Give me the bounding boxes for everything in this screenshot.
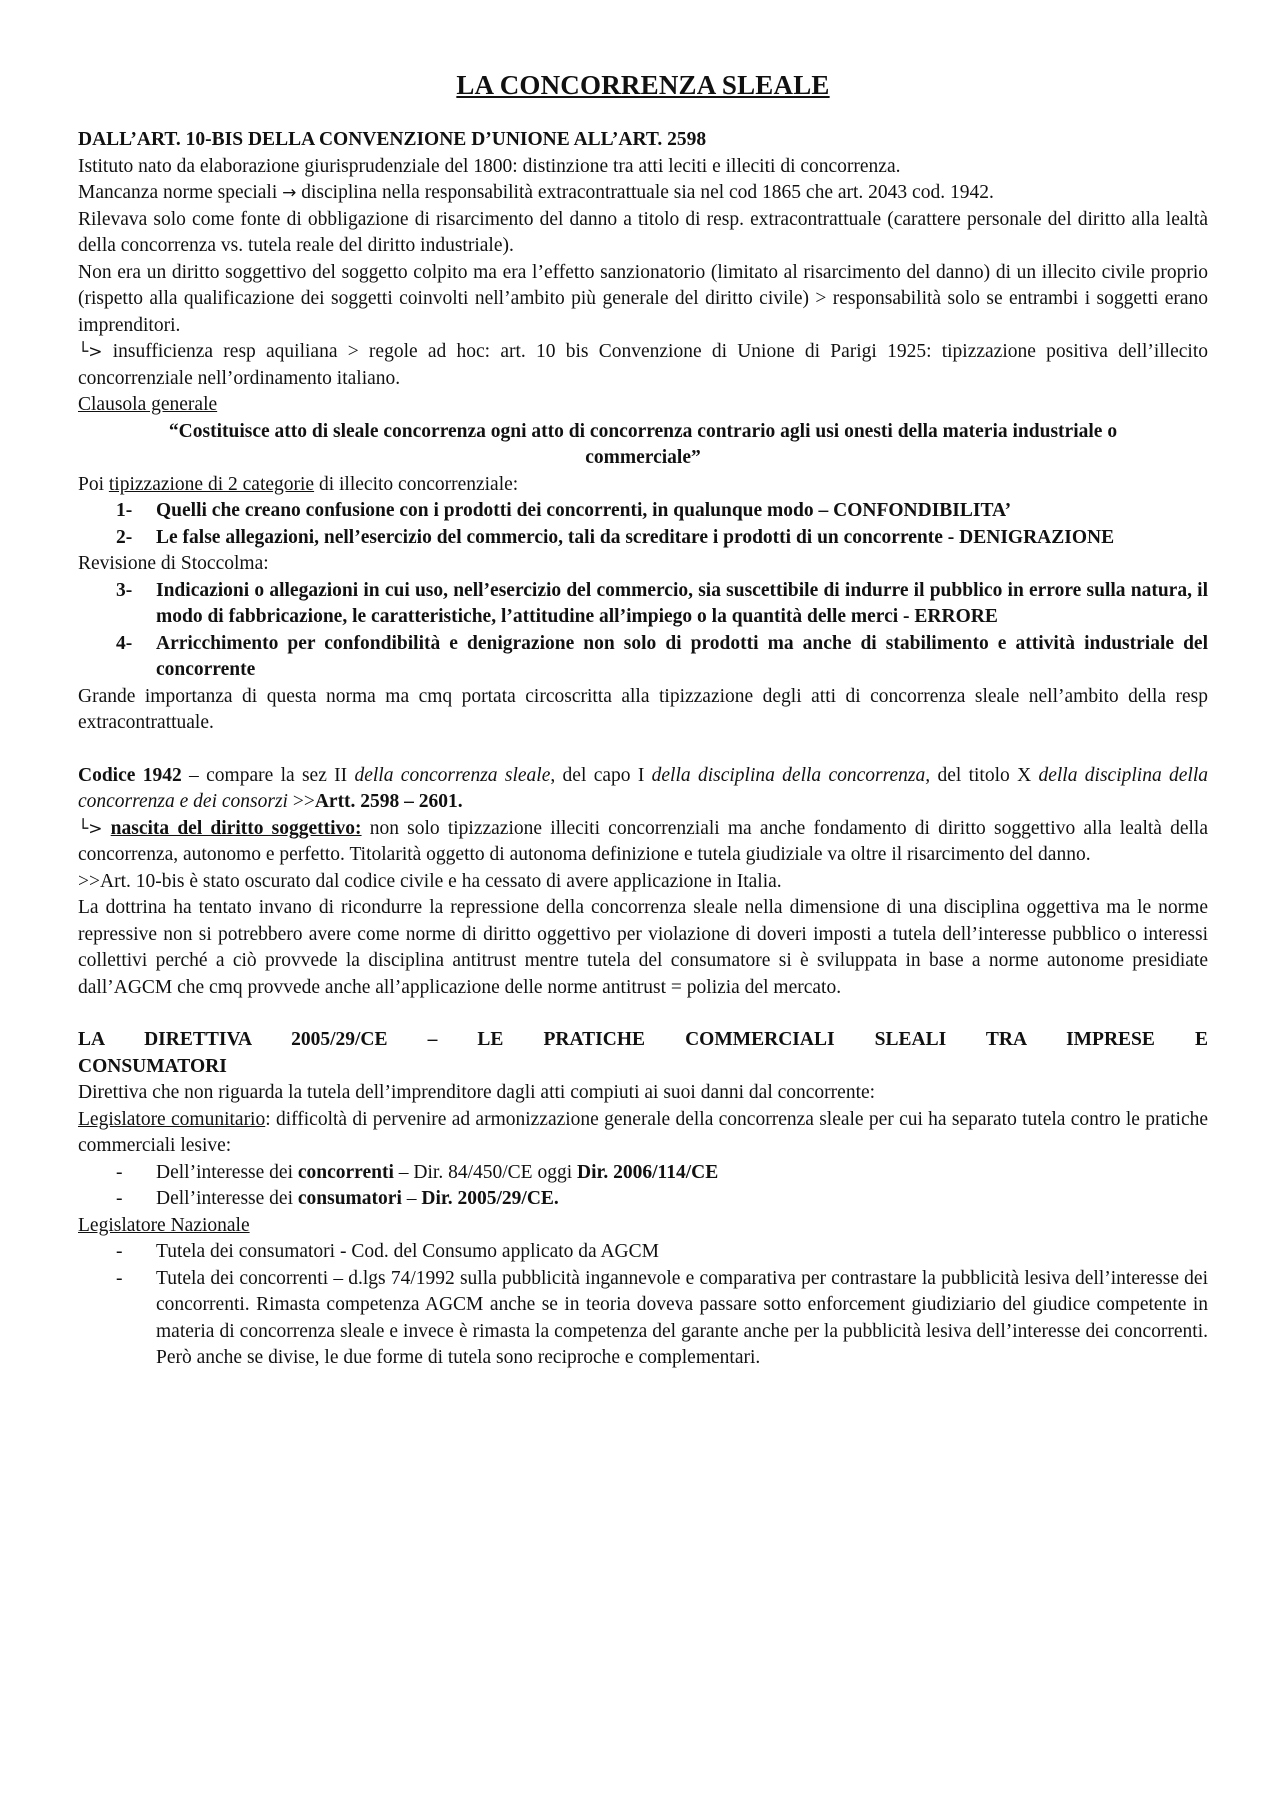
paragraph-mancanza xyxy=(78,180,1208,207)
paragraph-dottrina: La dottrina ha tentato invano di ricondurre la repressione della concorrenza sleale nella dimensione di una disciplina oggettiva ma le norme repressive non si potrebbero avere come norme di diritto oggettivo per violazione di doveri imposti a tutela dell’interesse pubblico o interessi collettivi perché a ciò provvede la disciplina antitrust mentre tutela del consumatore si è sviluppata in base a norme autonome presidiate dall’AGCM che cmq provvede anche all’applicazione delle norme antitrust = polizia del mercato. xyxy=(78,897,1208,998)
paragraph-poi xyxy=(78,472,1208,499)
list-number: 1- xyxy=(116,500,133,521)
codice-label: Codice 1942 xyxy=(78,764,182,786)
section-heading-direttiva: LA DIRETTIVA 2005/29/CE – LE PRATICHE COMMERCIALI SLEALI TRA IMPRESE E xyxy=(78,1029,1208,1050)
paragraph-codice-1942 xyxy=(78,763,1208,816)
arrow-right-icon: → xyxy=(282,183,297,203)
list-item-text: Quelli che creano confusione con i prodotti dei concorrenti, in qualunque modo – CONFONDIBILITA’ xyxy=(156,500,1012,521)
legislatore-comunitario-label: Legislatore comunitario xyxy=(78,1108,266,1130)
list-item-text: Tutela dei consumatori - Cod. del Consumo applicato da AGCM xyxy=(156,1241,659,1262)
list-number: 4- xyxy=(116,632,133,654)
list-item-text: Le false allegazioni, nell’esercizio del commercio, tali da screditare i prodotti di un concorrente - DENIGRAZIONE xyxy=(156,526,1115,548)
dash-bullet: - xyxy=(116,1188,123,1209)
paragraph-direttiva: Direttiva che non riguarda la tutela dell’imprenditore dagli atti compiuti ai suoi danni dal concorrente: xyxy=(78,1082,876,1103)
dash-bullet: - xyxy=(116,1267,123,1289)
paragraph-rilevava: Rilevava solo come fonte di obbligazione di risarcimento del danno a titolo di resp. extracontrattuale (carattere personale del diritto alla lealtà della concorrenza vs. tutela reale del diritto industriale). xyxy=(78,208,1208,256)
clausola-quote: “Costituisce atto di sleale concorrenza ogni atto di concorrenza contrario agli usi onesti della materia industriale o commerciale” xyxy=(168,420,1118,468)
section-heading-art10bis: DALL’ART. 10-BIS DELLA CONVENZIONE D’UNIONE ALL’ART. 2598 xyxy=(78,129,707,150)
nazionale-list xyxy=(78,1239,1208,1372)
list-item-text: Dell’interesse dei xyxy=(156,1161,298,1183)
paragraph-art10bis: >>Art. 10-bis è stato oscurato dal codice civile e ha cessato di avere applicazione in Italia. xyxy=(78,870,782,892)
section-heading-direttiva-2: CONSUMATORI xyxy=(78,1055,227,1077)
dash-bullet: - xyxy=(116,1161,123,1183)
list-item xyxy=(78,1266,1208,1372)
insufficienza-text: insufficienza resp aquiliana > regole ad hoc: art. 10 bis Convenzione di Unione di Parigi 1925: tipizzazione positiva dell’illecito concorrenziale nell’ordinamento italiano. xyxy=(78,341,1208,389)
nascita-text: non solo tipizzazione illeciti concorrenziali ma anche fondamento di diritto soggettivo alla lealtà della concorrenza, autonomo e perfetto. Titolarità oggetto di autonoma definizione e tutela giudiziale va oltre il risarcimento del danno. xyxy=(78,817,1208,865)
paragraph-istituto: Istituto nato da elaborazione giurisprudenziale del 1800: distinzione tra atti leciti e illeciti di concorrenza. xyxy=(78,155,901,177)
codice-articles: Artt. 2598 – 2601. xyxy=(314,791,463,812)
list-item-text: Tutela dei concorrenti – d.lgs 74/1992 sulla pubblicità ingannevole e comparativa per contrastare la pubblicità lesiva dell’interesse dei concorrenti. Rimasta competenza AGCM anche se in teoria doveva passare sotto enforcement giudiziario del giudice competente in materia di concorrenza sleale e invece è rimasta la competenza del garante anche per la pubblicità lesiva dell’interesse dei concorrenti. Però anche se divise, le due forme di tutela sono reciproche e complementari. xyxy=(156,1267,1208,1368)
categorie-list xyxy=(78,498,1208,551)
dash-bullet: - xyxy=(116,1241,123,1262)
clausola-label: Clausola generale xyxy=(78,394,218,415)
list-item-text-2: – Dir. 84/450/CE oggi xyxy=(393,1161,577,1183)
codice-italic-3: della disciplina della concorrenza e dei consorzi xyxy=(78,764,1209,812)
paragraph-non-era: Non era un diritto soggettivo del soggetto colpito ma era l’effetto sanzionatorio (limitato al risarcimento del danno) di un illecito civile proprio (rispetto alla qualificazione dei soggetti coinvolti nell’ambito più generale del diritto civile) > responsabilità solo se entrambi i soggetti erano imprenditori. xyxy=(78,261,1208,336)
list-number: 2- xyxy=(116,526,133,548)
corner-arrow-icon: └> xyxy=(78,818,103,839)
codice-italic-2: della disciplina della concorrenza, xyxy=(651,764,931,786)
list-item-text: Arricchimento per confondibilità e denigrazione non solo di prodotti ma anche di stabilimento e attività industriale del concorrente xyxy=(156,632,1208,680)
mancanza-text: Mancanza norme speciali xyxy=(78,182,278,203)
list-number: 3- xyxy=(116,579,133,601)
list-item xyxy=(78,525,1208,552)
revisione-list xyxy=(78,578,1208,684)
list-item-bold-2: Dir. 2005/29/CE. xyxy=(421,1188,559,1209)
codice-italic-1: della concorrenza sleale xyxy=(354,764,551,786)
poi-text: Poi xyxy=(78,473,105,495)
comunitario-list xyxy=(78,1160,1208,1213)
list-item xyxy=(78,1239,1208,1266)
codice-text-4: >> xyxy=(287,791,315,812)
list-item xyxy=(78,578,1208,631)
nascita-label: nascita del diritto soggettivo: xyxy=(110,817,362,839)
codice-text: – compare la sez II xyxy=(181,764,355,786)
list-item-text-2: – xyxy=(401,1188,422,1209)
paragraph-legislatore-comunitario xyxy=(78,1107,1208,1160)
list-item-bold-2: Dir. 2006/114/CE xyxy=(577,1161,719,1183)
corner-arrow-icon: └> xyxy=(78,342,103,362)
legislatore-comunitario-text: : difficoltà di pervenire ad armonizzazione generale della concorrenza sleale per cui ha separato tutela contro le pratiche commerciali lesive: xyxy=(78,1108,1208,1156)
poi-text-2: di illecito concorrenziale: xyxy=(318,473,519,495)
legislatore-nazionale-label: Legislatore Nazionale xyxy=(78,1214,250,1236)
revisione-label: Revisione di Stoccolma: xyxy=(78,553,269,574)
paragraph-insufficienza xyxy=(78,339,1208,392)
mancanza-text-2: disciplina nella responsabilità extracontrattuale sia nel cod 1865 che art. 2043 cod. 1942. xyxy=(301,182,994,203)
document-page xyxy=(78,70,1208,1372)
list-item xyxy=(78,1160,1208,1187)
list-item-text: Indicazioni o allegazioni in cui uso, nell’esercizio del commercio, sia suscettibile di indurre il pubblico in errore sulla natura, il modo di fabbricazione, le caratteristiche, l’attitudine all’impiego o la quantità delle merci - ERRORE xyxy=(156,579,1208,627)
list-item xyxy=(78,631,1208,684)
paragraph-grande-importanza: Grande importanza di questa norma ma cmq portata circoscritta alla tipizzazione degli atti di concorrenza sleale nell’ambito della resp extracontrattuale. xyxy=(78,685,1208,733)
list-item xyxy=(78,498,1208,525)
list-item-bold: consumatori xyxy=(297,1188,402,1209)
page-title: LA CONCORRENZA SLEALE xyxy=(456,70,830,100)
poi-underlined: tipizzazione di 2 categorie xyxy=(108,473,315,495)
codice-text-3: del titolo X xyxy=(930,764,1039,786)
list-item xyxy=(78,1186,1208,1213)
list-item-bold: concorrenti xyxy=(297,1161,394,1183)
list-item-text: Dell’interesse dei xyxy=(156,1188,298,1209)
codice-text-2: , del capo I xyxy=(550,764,652,786)
paragraph-nascita xyxy=(78,816,1208,869)
